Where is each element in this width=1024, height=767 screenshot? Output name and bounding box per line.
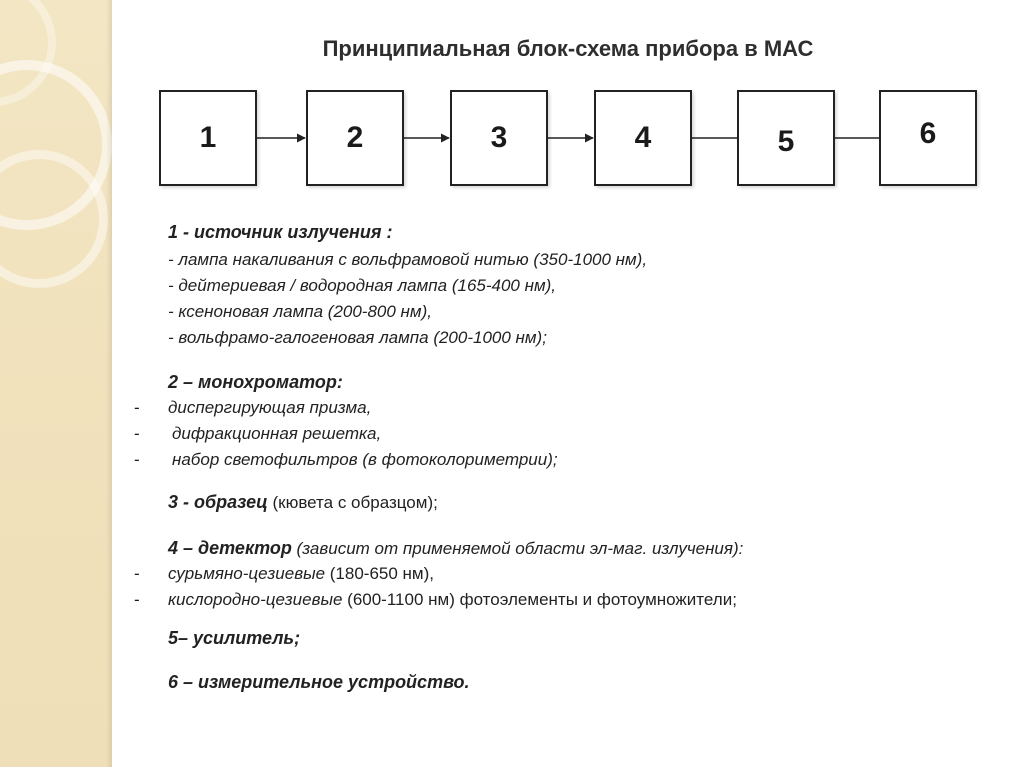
section-5-heading: 5– усилитель; [168, 628, 301, 648]
decorative-side-panel [0, 0, 112, 767]
section-1-heading: 1 - источник излучения : [168, 222, 393, 242]
section-2-item: диспергирующая призма, [168, 398, 372, 417]
list-dash: - [134, 424, 140, 443]
block-2: 2 [306, 90, 404, 186]
section-3-heading: 3 - образец (кювета с образцом); [168, 492, 438, 512]
block-1: 1 [159, 90, 257, 186]
section-1-item: - дейтериевая / водородная лампа (165-400 нм), [168, 276, 556, 295]
section-6-heading: 6 – измерительное устройство. [168, 672, 470, 692]
legend-text [112, 0, 1024, 767]
section-4-item: сурьмяно-цезиевые (180-650 нм), [168, 564, 435, 583]
section-2-item: дифракционная решетка, [172, 424, 382, 443]
section-2-heading: 2 – монохроматор: [168, 372, 343, 392]
slide-title: Принципиальная блок-схема прибора в МАС [322, 36, 814, 61]
slide [112, 0, 1024, 767]
list-dash: - [134, 398, 140, 417]
list-dash: - [134, 450, 140, 469]
block-3: 3 [450, 90, 548, 186]
section-4-heading: 4 – детектор (зависит от применяемой области эл-маг. излучения): [168, 538, 744, 558]
section-1-item: - лампа накаливания с вольфрамовой нитью (350-1000 нм), [168, 250, 648, 269]
list-dash: - [134, 564, 140, 583]
section-2-item: набор светофильтров (в фотоколориметрии); [172, 450, 558, 469]
section-4-item: кислородно-цезиевые (600-1100 нм) фотоэлементы и фотоумножители; [168, 590, 737, 609]
section-1-item: - вольфрамо-галогеновая лампа (200-1000 нм); [168, 328, 547, 347]
block-6: 6 [879, 90, 977, 186]
list-dash: - [134, 590, 140, 609]
block-4: 4 [594, 90, 692, 186]
section-1-item: - ксеноновая лампа (200-800 нм), [168, 302, 432, 321]
block-5: 5 [737, 90, 835, 186]
